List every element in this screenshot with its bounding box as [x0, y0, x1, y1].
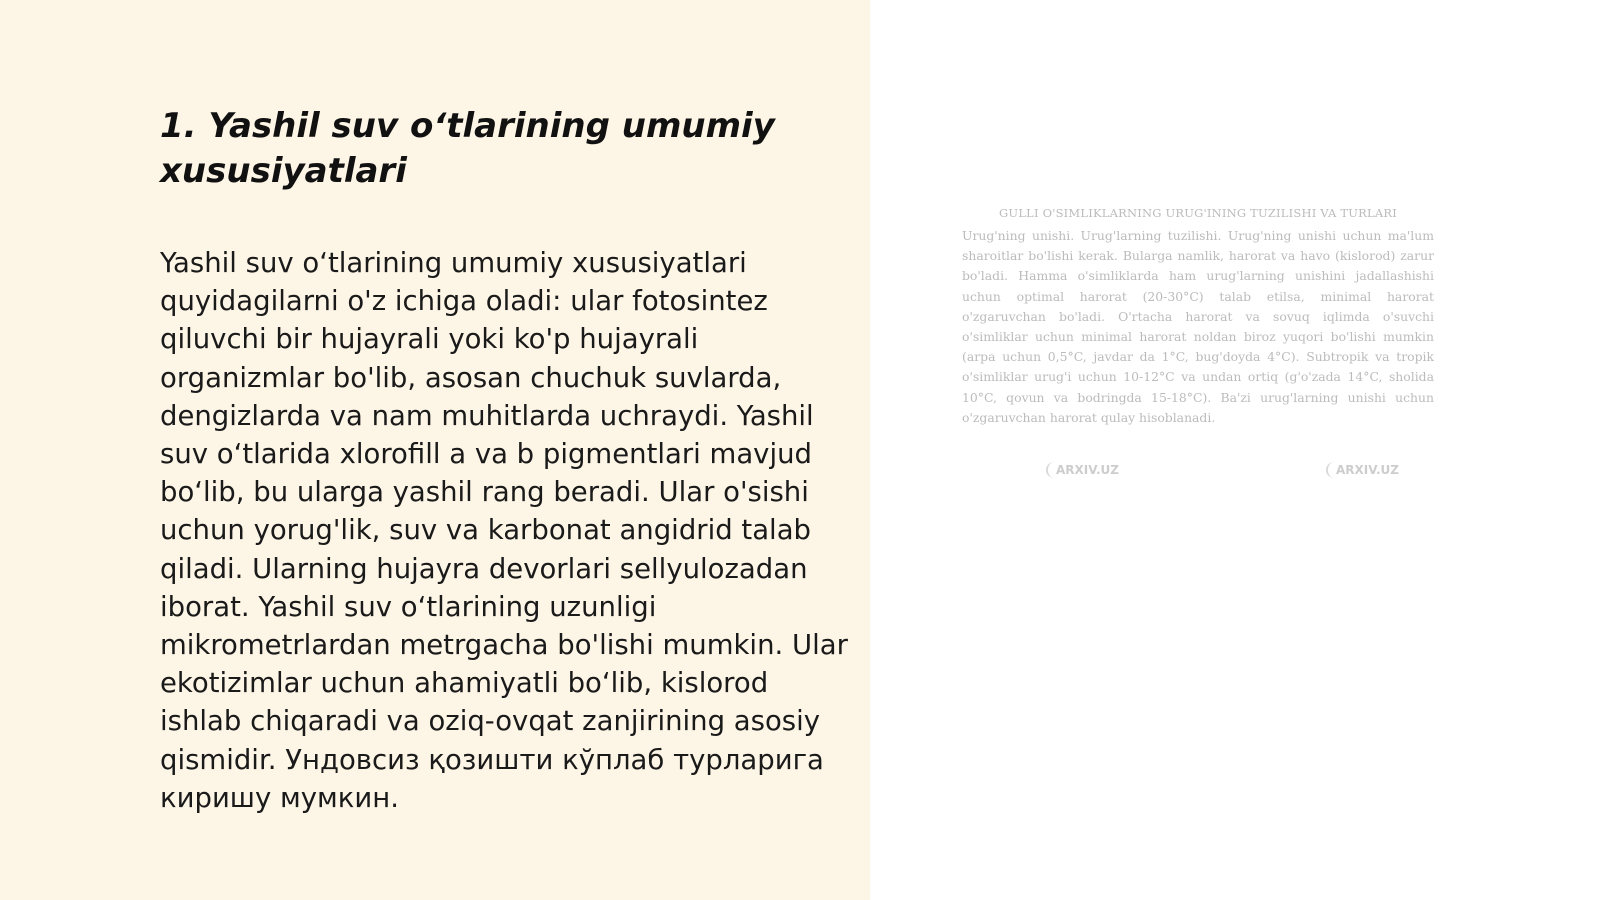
watermark-label: ARXIV.UZ — [1326, 462, 1407, 478]
document-image — [962, 206, 1434, 486]
slide-title: 1. Yashil suv o‘tlarining umumiy xususiyatlari — [160, 106, 775, 191]
slide-body-text: Yashil suv o‘tlarining umumiy xususiyatlari quyidagilarni o'z ichiga oladi: ular fotosintez qiluvchi bir hujayrali yoki ko'p hujayrali organizmlar bo'lib, asosan chuchuk suvlarda, dengizlarda va nam muhitlarda uchraydi. Yashil suv o‘tlarida xlorofill a va b pigmentlari mavjud bo‘lib, bu ularga yashil rang beradi. Ular o'sishi uchun yorug'lik, suv va karbonat angidrid talab qiladi. Ularning hujayra devorlari sellyulozadan iborat. Yashil suv o‘tlarining uzunligi mikrometrlardan metrgacha bo'lishi mumkin. Ular ekotizimlar uchun ahamiyatli bo‘lib, kislorod ishlab chiqaradi va oziq-ovqat zanjirining asosiy qismidir. Ундовсиз қозишти кўплаб турларига киришу мумкин. — [160, 247, 848, 814]
document-text: Urug'ning unishi. Urug'larning tuzilishi. Urug'ning unishi uchun ma'lum sharoitlar bo'lishi kerak. Bularga namlik, harorat va havo (kislorod) zarur bo'ladi. Hamma o'simliklarda ham urug'larning unishini jadallashishi uchun optimal harorat (20-30°C) talab etilsa, minimal harorat o'zgaruvchan bo'ladi. O'rtacha harorat va sovuq iqlimda o'suvchi o'simliklar uchun minimal harorat noldan biroz yuqori bo'lishi mumkin (arpa uchun 0,5°C, javdar da 1°C, bug'doyda 4°C). Subtropik va tropik o'simliklar urug'i uchun 10-12°C va undan ortiq (g'o'zada 14°C, sholida 10°C, qovun va bodringda 15-18°C). Ba'zi urug'larning unishi uchun o'zgaruvchan harorat qulay hisoblanadi. — [962, 228, 1434, 425]
watermark-row — [962, 462, 1434, 482]
document-heading: GULLI O'SIMLIKLARNING URUG'INING TUZILISHI VA TURLARI — [999, 206, 1397, 220]
watermark-label: ARXIV.UZ — [1046, 462, 1127, 478]
